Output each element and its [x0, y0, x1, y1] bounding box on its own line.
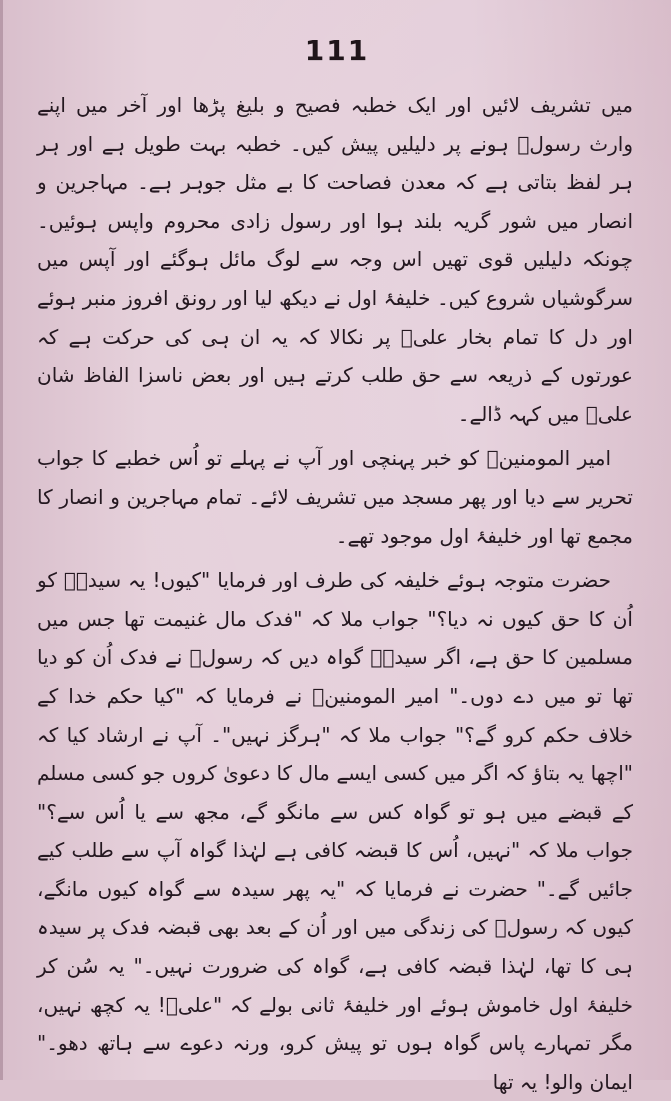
paragraph-2: امیر المومنینؑ کو خبر پہنچی اور آپ نے پہلے تو اُس خطبے کا جواب تحریر سے دیا اور پھر مسجد میں تشریف لائے۔ تمام مہاجرین و انصار کا مجمع تھا اور خلیفۂ اول موجود تھے۔ [37, 446, 633, 548]
paragraph-1: میں تشریف لائیں اور ایک خطبہ فصیح و بلیغ پڑھا اور آخر میں اپنے وارث رسولؐ ہونے پر دلیلیں پیش کیں۔ خطبہ بہت طویل ہے اور ہر ہر لفظ بتاتی ہے کہ معدن فصاحت کا بے مثل جوہر ہے۔ مہاجرین و انصار میں شور گریہ بلند ہوا اور رسول زادی محروم واپس ہوئیں۔ چونکہ دلیلیں قوی تھیں اس وجہ سے لوگ مائل ہوگئے اور آپس میں سرگوشیاں شروع کیں۔ خلیفۂ اول نے دیکھ لیا اور رونق افروز منبر ہوئے اور دل کا تمام بخار علیؑ پر نکالا کہ یہ ان ہی کی حرکت ہے کہ عورتوں کے ذریعہ سے حق طلب کرتے ہیں اور بعض ناسزا الفاظ شان علیؑ میں کہہ ڈالے۔ [37, 93, 633, 426]
paragraph-3: حضرت متوجہ ہوئے خلیفہ کی طرف اور فرمایا "کیوں! یہ سیدہؑ کو اُن کا حق کیوں نہ دیا؟" جواب ملا کہ "فدک مال غنیمت تھا جس میں مسلمین کا حق ہے، اگر سیدہؑ گواہ دیں کہ رسولؐ نے فدک اُن کو دیا تھا تو میں دے دوں۔" امیر المومنینؑ نے فرمایا کہ "کیا حکم خدا کے خلاف حکم کرو گے؟" جواب ملا کہ "ہرگز نہیں"۔ آپ نے ارشاد کیا کہ "اچھا یہ بتاؤ کہ اگر میں کسی ایسے مال کا دعویٰ کروں جو کسی مسلم کے قبضے میں ہو تو گواہ کس سے مانگو گے، مجھ سے یا اُس سے؟" جواب ملا کہ "نہیں، اُس کا قبضہ کافی ہے لہٰذا گواہ آپ سے طلب کیے جائیں گے۔" حضرت نے فرمایا کہ "یہ پھر سیدہ سے گواہ کیوں مانگے، کیوں کہ رسولؐ کی زندگی میں اور اُن کے بعد بھی قبضہ فدک پر سیدہ ہی کا تھا، لہٰذا قبضہ کافی ہے، گواہ کی ضرورت نہیں۔" یہ سُن کر خلیفۂ اول خاموش ہوئے اور خلیفۂ ثانی بولے کہ "علیؑ! یہ کچھ نہیں، مگر تمہارے پاس گواہ ہوں تو پیش کرو، ورنہ دعوے سے ہاتھ دھو۔" ایمان والو! یہ تھا [37, 568, 633, 1094]
page-body-text [37, 86, 633, 1094]
page-number: 111 [304, 34, 370, 67]
